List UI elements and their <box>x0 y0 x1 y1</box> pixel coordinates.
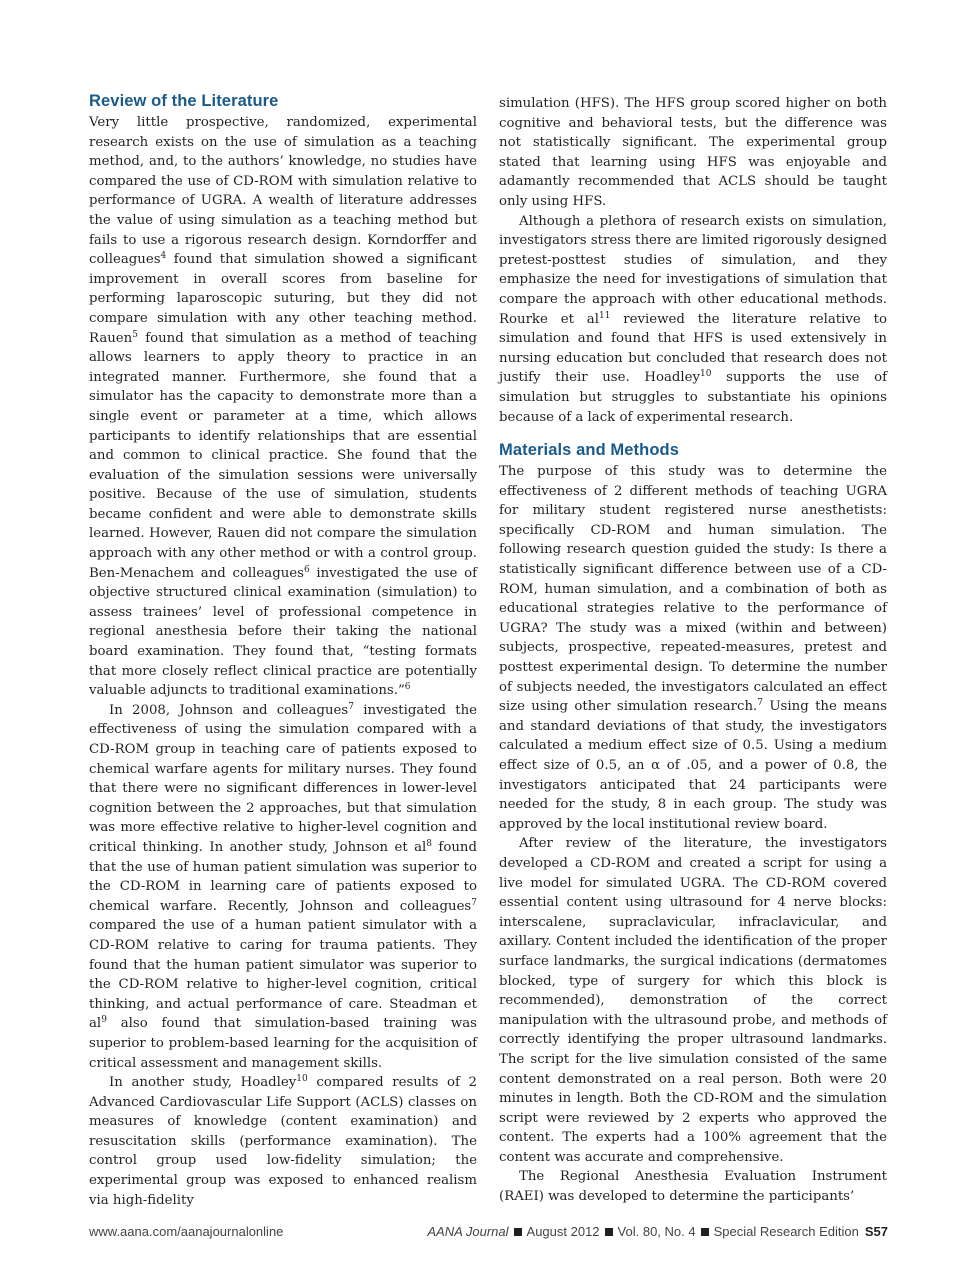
citation-ref: 7 <box>471 897 477 908</box>
citation-ref: 6 <box>404 682 411 693</box>
square-bullet-icon <box>605 1228 613 1236</box>
paragraph: The Regional Anesthesia Evaluation Instrument (RAEI) was developed to determine the participants’ <box>499 1169 887 1205</box>
citation-ref: 7 <box>757 698 763 709</box>
paragraph: Although a plethora of research exists on simulation, investigators stress there are limited rigorously designed pretest-posttest studies of simulation, and they emphasize the need for investigations of simulation that compare the approach with other educational methods. Rourke et $al^{11}$ reviewed the literature relative to simulation and found that HFS is used extensively in nursing education but concluded that research does not justify their use. Hoadley$^{10}$ supports the use of simulation but struggles to substantiate his opinions because of a lack of experimental research. <box>499 213 888 425</box>
citation-ref: 8 <box>426 838 433 849</box>
citation-ref: 9 <box>101 1015 107 1026</box>
citation-ref: 11 <box>598 310 611 321</box>
paragraph: The purpose of this study was to determine the effectiveness of 2 different methods of teaching UGRA for military student registered nurse anesthetists: specifically CD-ROM and human simulation. The following research question guided the study: Is there a statistically significant difference between use of a CD-ROM, human simulation, and a combination of both as educational strategies relative to the performance of UGRA? The study was a mixed (within and between) subjects, prospective, repeated-measures, pretest and posttest experimental design. To determine the number of subjects needed, the investigators calculated an effect size using other simulation research.$^7$ Using the means and standard deviations of that study, the investigators calculated a medium effect size of 0.5. Using a medium effect size of 0.5, an α of .05, and a power of 0.8, the investigators anticipated that 24 participants were needed for the study, 8 in each group. The study was approved by the local institutional review board. <box>499 464 887 832</box>
citation-ref: 4 <box>160 251 167 262</box>
journal-info <box>427 1224 888 1239</box>
left-column <box>89 90 477 1210</box>
citation-ref: 5 <box>132 329 138 340</box>
edition-info: Special Research Edition <box>713 1224 859 1239</box>
volume-info: Vol. 80, No. 4 <box>617 1224 696 1239</box>
right-column <box>499 94 887 1207</box>
page-footer <box>89 1224 888 1242</box>
page-number: S57 <box>864 1224 888 1239</box>
paragraph: simulation (HFS). The HFS group scored higher on both cognitive and behavioral tests, but the difference was not statistically significant. The experimental group stated that learning using HFS was enjoyable and adamantly recommended that ACLS should be taught only using HFS. <box>499 96 887 209</box>
section-heading-methods: Materials and Methods <box>499 441 679 460</box>
paragraph: After review of the literature, the investigators developed a CD-ROM and created a script for using a live model for simulated UGRA. The CD-ROM covered essential content using ultrasound for 4 nerve blocks: interscalene, supraclavicular, infraclavicular, and axillary. Content included the identification of the proper surface landmarks, the surgical indications (dermatomes blocked, type of surgery for which this block is recommended), demonstration of the correct manipulation with the ultrasound probe, and methods of correctly identifying the proper ultrasound landmarks. The script for the live simulation consisted of the same content demonstrated on a real person. Both were 20 minutes in length. Both the CD-ROM and the simulation script were reviewed by 2 experts who approved the content. The experts had a 100% agreement that the content was accurate and comprehensive. <box>499 836 887 1165</box>
issue-date: August 2012 <box>526 1224 600 1239</box>
square-bullet-icon <box>514 1228 522 1236</box>
paragraph: Very little prospective, randomized, experimental research exists on the use of simulation as a teaching method, and, to the authors’ knowledge, no studies have compared the use of CD-ROM with simulation relative to performance of UGRA. A wealth of literature addresses the value of using simulation as a teaching method but fails to use a rigorous research design. Korndorffer and colleagues$^4$ found that simulation showed a significant improvement in overall scores from baseline for performing laparoscopic suturing, but they did not compare simulation with any other teaching method. Rauen$^5$ found that simulation as a method of teaching allows learners to apply theory to practice in an integrated manner. Furthermore, she found that a simulator has the capacity to demonstrate more than a single event or parameter at a time, which allows participants to identify relationships that are essential and common to clinical practice. She found that the evaluation of the simulation sessions were universally positive. Because of the use of simulation, students became confident and were able to demonstrate skills learned. However, Rauen did not compare the simulation approach with any other method or with a control group. Ben-Menachem and colleagues$^6$ investigated the use of objective structured clinical examination (simulation) to assess trainees’ level of professional competence in regional anesthesia before their taking the national board examination. They found that, “testing formats that more closely reflect clinical practice are potentially valuable adjuncts to traditional examinations.”$^6$ <box>89 115 477 699</box>
paragraph: In 2008, Johnson and colleagues$^7$ investigated the effectiveness of using the simulation compared with a CD-ROM group in teaching care of patients exposed to chemical warfare agents for military nurses. They found that there were no significant differences in lower-level cognition between the 2 approaches, but that simulation was more effective relative to higher-level cognition and critical thinking. In another study, Johnson et $al^8$ found that the use of human patient simulation was superior to the CD-ROM in learning care of patients exposed to chemical warfare. Recently, Johnson and colleagues$^7$ compared the use of a human patient simulator with a CD-ROM relative to caring for trauma patients. They found that the human patient simulator was superior to the CD-ROM relative to higher-level cognition, critical thinking, and actual performance of care. Steadman et $al^9$ also found that simulation-based training was superior to problem-based learning for the acquisition of critical assessment and management skills. <box>89 701 478 1071</box>
journal-name: AANA Journal <box>427 1224 509 1239</box>
citation-ref: 7 <box>348 701 354 712</box>
citation-ref: 10 <box>296 1074 308 1085</box>
paragraph: In another study, Hoadley$^{10}$ compared results of 2 Advanced Cardiovascular Life Support (ACLS) classes on measures of knowledge (content examination) and resuscitation skills (performance examination). The control group used low-fidelity simulation; the experimental group was exposed to enhanced realism via high-fidelity <box>89 1074 477 1208</box>
section-heading-review: Review of the Literature <box>89 92 279 110</box>
square-bullet-icon <box>701 1228 709 1236</box>
citation-ref: 10 <box>700 369 712 380</box>
journal-url[interactable]: www.aana.com/aanajournalonline <box>89 1224 284 1239</box>
citation-ref: 6 <box>303 564 310 575</box>
